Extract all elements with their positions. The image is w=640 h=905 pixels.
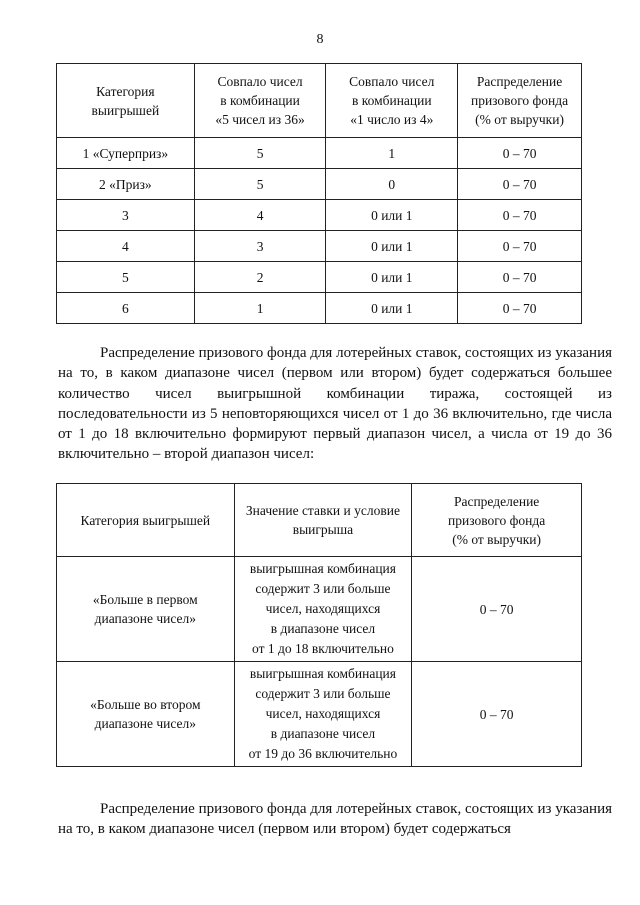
- header-match-1-of-4: Совпало чисел в комбинации «1 число из 4»: [326, 64, 458, 138]
- table-row: [57, 200, 582, 231]
- cell-share: 0 – 70: [458, 138, 582, 169]
- cell-match-extra: 0 или 1: [326, 231, 458, 262]
- cell-condition: выигрышная комбинация содержит 3 или больше чисел, находящихся в диапазоне чисел от 19 до 36 включительно: [234, 662, 412, 767]
- header-category: Категория выигрышей: [57, 64, 195, 138]
- table-row: [57, 138, 582, 169]
- table-header-row: [57, 64, 582, 138]
- cell-category: 3: [57, 200, 195, 231]
- cell-match-extra: 1: [326, 138, 458, 169]
- header-match-5-of-36: Совпало чисел в комбинации «5 чисел из 36»: [194, 64, 326, 138]
- paragraph-range-distribution: Распределение призового фонда для лотерейных ставок, состоящих из указания на то, в каком диапазоне чисел (первом или втором) будет содержаться большее количество чисел выигрышной комбинации тиража, состоящей из последовательности из 5 неповторяющихся чисел от 1 до 36 включительно, где числа от 1 до 18 включительно формируют первый диапазон чисел, а числа от 19 до 36 включительно – второй диапазон чисел:: [58, 345, 612, 463]
- cell-match-main: 4: [194, 200, 326, 231]
- range-prize-table: [56, 483, 582, 767]
- page-number: 8: [316, 32, 324, 47]
- cell-category: 5: [57, 262, 195, 293]
- header-prize-share: Распределение призового фонда (% от выручки): [458, 64, 582, 138]
- cell-match-main: 1: [194, 293, 326, 324]
- cell-share: 0 – 70: [412, 557, 582, 662]
- cell-share: 0 – 70: [458, 262, 582, 293]
- table-row: [57, 169, 582, 200]
- cell-category: 2 «Приз»: [57, 169, 195, 200]
- cell-match-main: 3: [194, 231, 326, 262]
- cell-share: 0 – 70: [458, 200, 582, 231]
- table-row: [57, 231, 582, 262]
- header-condition: Значение ставки и условие выигрыша: [234, 484, 412, 557]
- cell-share: 0 – 70: [458, 169, 582, 200]
- cell-condition: выигрышная комбинация содержит 3 или больше чисел, находящихся в диапазоне чисел от 1 до 18 включительно: [234, 557, 412, 662]
- cell-category: 4: [57, 231, 195, 262]
- table-row: [57, 262, 582, 293]
- cell-share: 0 – 70: [458, 293, 582, 324]
- cell-share: 0 – 70: [458, 231, 582, 262]
- prize-distribution-table: [56, 63, 582, 324]
- header-prize-share: Распределение призового фонда (% от выручки): [412, 484, 582, 557]
- cell-category: 1 «Суперприз»: [57, 138, 195, 169]
- cell-match-extra: 0: [326, 169, 458, 200]
- table-header-row: [57, 484, 582, 557]
- cell-share: 0 – 70: [412, 662, 582, 767]
- cell-match-main: 2: [194, 262, 326, 293]
- table-row: [57, 662, 582, 767]
- cell-match-extra: 0 или 1: [326, 200, 458, 231]
- cell-category: «Больше в первом диапазоне чисел»: [57, 557, 235, 662]
- paragraph-continuation: Распределение призового фонда для лотерейных ставок, состоящих из указания на то, в каком диапазоне чисел (первом или втором) будет содержаться: [58, 801, 612, 838]
- table-row: [57, 557, 582, 662]
- cell-match-main: 5: [194, 169, 326, 200]
- cell-category: 6: [57, 293, 195, 324]
- cell-match-extra: 0 или 1: [326, 293, 458, 324]
- header-category: Категория выигрышей: [57, 484, 235, 557]
- cell-match-main: 5: [194, 138, 326, 169]
- cell-category: «Больше во втором диапазоне чисел»: [57, 662, 235, 767]
- cell-match-extra: 0 или 1: [326, 262, 458, 293]
- table-row: [57, 293, 582, 324]
